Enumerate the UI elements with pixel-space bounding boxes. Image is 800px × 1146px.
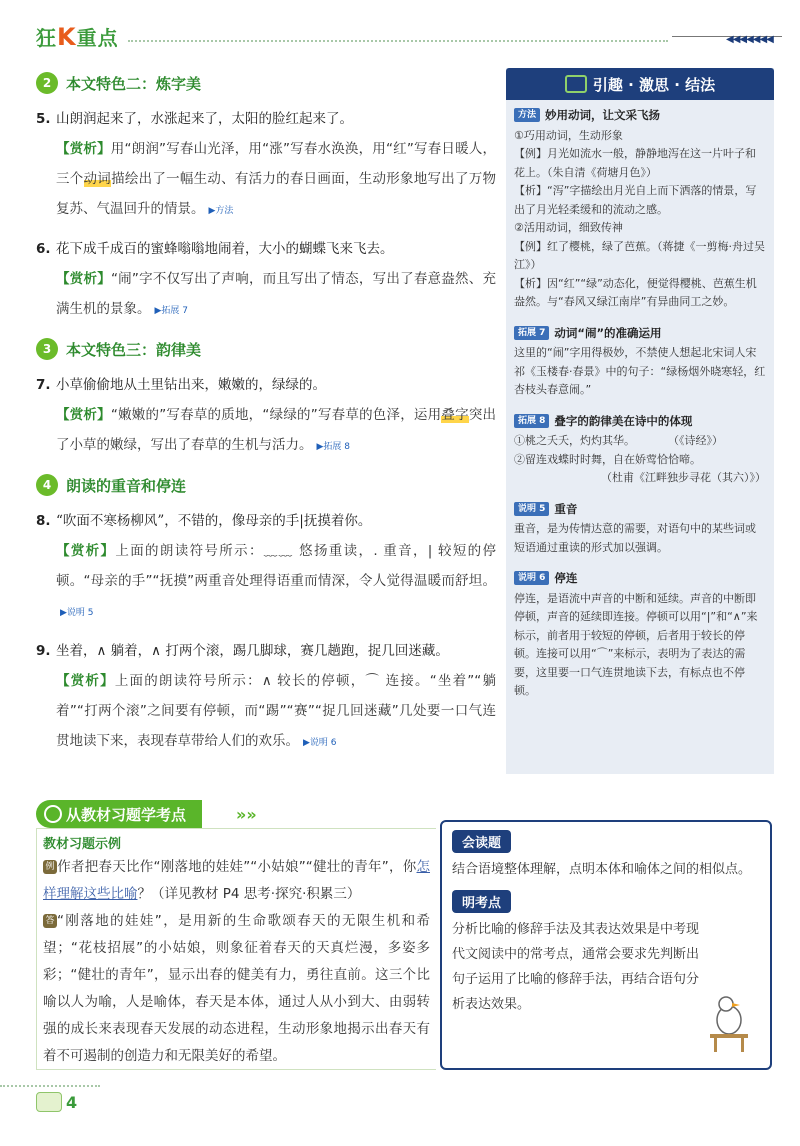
sidebar-block-title (514, 324, 766, 343)
sidebar-line: ②活用动词，细致传神 (514, 221, 623, 234)
highlight-term: 叠字 (441, 407, 469, 423)
example-item (36, 636, 496, 758)
example-number: 8. (36, 513, 51, 529)
sidebar-block-heading: 动词“闹”的准确运用 (554, 325, 662, 340)
sidebar-line: ①巧用动词，生动形象 (514, 128, 623, 142)
analysis-tag: 【赏析】 (56, 543, 116, 559)
analysis-text (36, 400, 496, 462)
analysis-text (36, 536, 496, 628)
section-number-badge: 2 (36, 72, 58, 94)
tv-icon (565, 75, 587, 93)
exam-box (36, 800, 772, 1070)
page-number: 4 (36, 1092, 77, 1112)
sidebar-line: 【析】因“红”“绿”动态化，便觉得樱桃、芭蕉生机盎然。与“春风又绿江南岸”有异曲同工之妙。 (514, 276, 757, 308)
example-item (36, 506, 496, 628)
sidebar-line: 停连，是语流中声音的中断和延续。声音的中断即停顿，声音的延续即连接。停顿可以用“|”和“∧”来标示，前者用于较短的停顿，后者用于较长的停顿。连接可以用“⌒”来标示，表明为了表达的需要，这里要一口气连贯地读下去，有标点也不停顿。 (514, 591, 758, 697)
analysis-part: 上面的朗读符号所示：∧ 较长的停顿，⌒ 连接。“坐着”“躺着”“打两个滚”之间要有停顿，而“踢”“赛”“捉几回迷藏”几处要一口气连贯地读下来，表现春草带给人们的欢乐。 (56, 673, 496, 749)
example-text: 花下成千成百的蜜蜂嗡嗡地闹着，大小的蝴蝶飞来飞去。 (56, 241, 394, 257)
example-text: 山朗润起来了，水涨起来了，太阳的脸红起来了。 (56, 111, 353, 127)
main-content (36, 70, 496, 758)
analysis-part: “嫩嫩的”写春草的质地，“绿绿的”写春草的色泽，运用 (110, 407, 442, 423)
question-mark-icon: 例 (43, 860, 57, 874)
analysis-part: “闹”字不仅写出了声响，而且写出了情态，写出了春意盎然、充满生机的景象。 (56, 271, 496, 317)
example-sentence (36, 234, 496, 264)
section-title: 本文特色二：炼字美 (66, 74, 202, 93)
sidebar-block-label: 说明 5 (514, 502, 549, 516)
exercise-answer: 答 “刚落地的娃娃”，是用新的生命歌颂春天的无限生机和希望；“花枝招展”的小姑娘，则象征着春天的天真烂漫，多姿多彩；“健壮的青年”，显示出春的健美有力，勇往直前。这三个比喻以人为喻，人是喻体，春天是本体，通过人从小到大、由弱转强的成长来表现春天发展的动态进程，生动形象地揭示出春天有着不可遏制的创造力和无限美好的希望。 (43, 913, 430, 1064)
reference-link[interactable]: ▶拓展 8 (316, 442, 351, 452)
section-number-badge: 4 (36, 474, 58, 496)
analysis-text (36, 134, 496, 226)
analysis-tag: 【赏析】 (56, 141, 111, 157)
sidebar-header (506, 68, 774, 100)
read-question-pill: 会读题 (452, 830, 511, 853)
sidebar-block (506, 100, 774, 314)
brand-logo: 狂K重点 (36, 23, 119, 51)
exercise-subtitle: 教材习题示例 (43, 837, 122, 852)
exam-point-pill: 明考点 (452, 890, 511, 913)
page-header (0, 0, 800, 62)
section-title: 朗读的重音和停连 (66, 476, 187, 495)
sidebar-panel (506, 68, 774, 774)
sidebar-block-title (514, 569, 766, 588)
analysis-tag: 【赏析】 (56, 271, 111, 287)
sidebar-block-heading: 妙用动词，让文采飞扬 (545, 108, 661, 122)
analysis-part: 用“朗润”写春山光泽，用“涨”写春水涣涣，用“红”写春日暖人，三个 (56, 141, 497, 187)
sidebar-block-title (514, 412, 766, 431)
tips-panel (440, 820, 772, 1070)
sidebar-block (506, 406, 774, 490)
sidebar-line: 重音，是为传情达意的需要，对语句中的某些词或短语通过重读的形式加以强调。 (514, 522, 756, 554)
reference-link[interactable]: ▶拓展 7 (154, 306, 189, 316)
sidebar-block (506, 494, 774, 560)
section-number-badge: 3 (36, 338, 58, 360)
analysis-part: 上面的朗读符号所示：﹏﹏ 悠扬重读，. 重音，| 较短的停顿。“母亲的手”“抚摸”两重音处理得语重而情深，令人觉得温暖而舒坦。 (56, 543, 496, 589)
sidebar-block-heading: 叠字的韵律美在诗中的体现 (554, 413, 693, 428)
example-sentence (36, 506, 496, 536)
reading-goose-icon (702, 990, 756, 1054)
example-item (36, 234, 496, 326)
reference-link[interactable]: ▶说明 6 (303, 738, 337, 748)
example-number: 9. (36, 643, 51, 659)
sidebar-block-label: 说明 6 (514, 571, 549, 585)
section-heading (36, 472, 496, 498)
sidebar-title: 引趣 · 激思 · 结法 (592, 75, 716, 94)
sidebar-block-title (514, 500, 766, 519)
highlight-term: 动词 (83, 171, 112, 187)
question-link[interactable]: 怎样理解这些比喻 (43, 859, 430, 902)
sidebar-block-label: 拓展 7 (514, 326, 549, 340)
analysis-part: 突出了小草的嫩绿，写出了春草的生机与活力。 (56, 407, 497, 453)
sidebar-line: 这里的“闹”字用得极妙，不禁使人想起北宋词人宋祁《玉楼春·春景》中的句子：“绿杨烟外晓寒轻，红杏枝头春意闹。” (514, 346, 766, 396)
sidebar-block-label: 方法 (514, 108, 540, 122)
sidebar-line: （杜甫《江畔独步寻花（其六）》） (601, 471, 766, 484)
sidebar-block (506, 563, 774, 703)
reference-link[interactable]: ▶方法 (208, 206, 234, 216)
analysis-tag: 【赏析】 (56, 673, 115, 689)
page-leaf-icon (36, 1092, 62, 1112)
sidebar-line: ①桃之夭夭，灼灼其华。 （《诗经》） (514, 434, 723, 447)
example-text: 小草偷偷地从土里钻出来，嫩嫩的，绿绿的。 (56, 377, 326, 393)
exam-point-text: 分析比喻的修辞手法及其表达效果是中考现代文阅读中的常考点，通常会要求先判断出句子运用了比喻的修辞手法，再结合语句分析表达效果。 (452, 922, 700, 1012)
analysis-tag: 【赏析】 (56, 407, 111, 423)
sidebar-block-heading: 重音 (554, 501, 578, 516)
section-title: 本文特色三：韵律美 (66, 340, 202, 359)
section-heading (36, 70, 496, 96)
footer-dotted-rule (0, 1085, 100, 1087)
example-sentence (36, 636, 496, 666)
read-question-text: 结合语境整体理解，点明本体和喻体之间的相似点。 (452, 862, 752, 877)
example-sentence (36, 370, 496, 400)
exercise-example (36, 828, 436, 1070)
example-number: 5. (36, 111, 51, 127)
section-heading (36, 336, 496, 362)
sidebar-block-label: 拓展 8 (514, 414, 549, 428)
sidebar-line: 【例】红了樱桃，绿了芭蕉。（蒋捷《一剪梅·舟过吴江》） (514, 239, 765, 271)
sidebar-block (506, 318, 774, 402)
sidebar-block-title (514, 106, 766, 125)
sidebar-line: 【例】月光如流水一般，静静地泻在这一片叶子和花上。（朱自清《荷塘月色》） (514, 147, 756, 179)
analysis-text (36, 666, 496, 758)
sidebar-line: 【析】“泻”字描绘出月光自上而下洒落的情景，写出了月光轻柔缓和的流动之感。 (514, 184, 757, 216)
example-text: “吹面不寒杨柳风”，不错的，像母亲的手|抚摸着你。 (56, 513, 372, 529)
sidebar-block-heading: 停连 (554, 571, 578, 585)
example-item (36, 104, 496, 226)
answer-mark-icon: 答 (43, 914, 57, 928)
example-number: 6. (36, 241, 51, 257)
reference-link[interactable]: ▶说明 5 (60, 608, 94, 618)
lightbulb-icon (44, 805, 62, 823)
analysis-part: 描绘出了一幅生动、有活力的春日画面，生动形象地写出了万物复苏、气温回升的情景。 (56, 171, 497, 217)
analysis-text (36, 264, 496, 326)
header-arrows-icon: ◀◀◀◀◀◀◀ (726, 34, 773, 45)
exam-box-title: 从教材习题学考点 (36, 800, 202, 828)
chevron-right-icon: »» (236, 805, 257, 824)
header-dotted-rule (128, 40, 668, 42)
example-number: 7. (36, 377, 51, 393)
exercise-question: 例 作者把春天比作“刚落地的娃娃”“小姑娘”“健壮的青年”，你怎样理解这些比喻？（详见教材 P4 思考·探究·积累三） (43, 859, 430, 902)
example-item (36, 370, 496, 462)
sidebar-line: ②留连戏蝶时时舞，自在娇莺恰恰啼。 (514, 452, 701, 466)
example-sentence (36, 104, 496, 134)
example-text: 坐着，∧ 躺着，∧ 打两个滚，踢几脚球，赛几趟跑，捉几回迷藏。 (56, 643, 449, 659)
